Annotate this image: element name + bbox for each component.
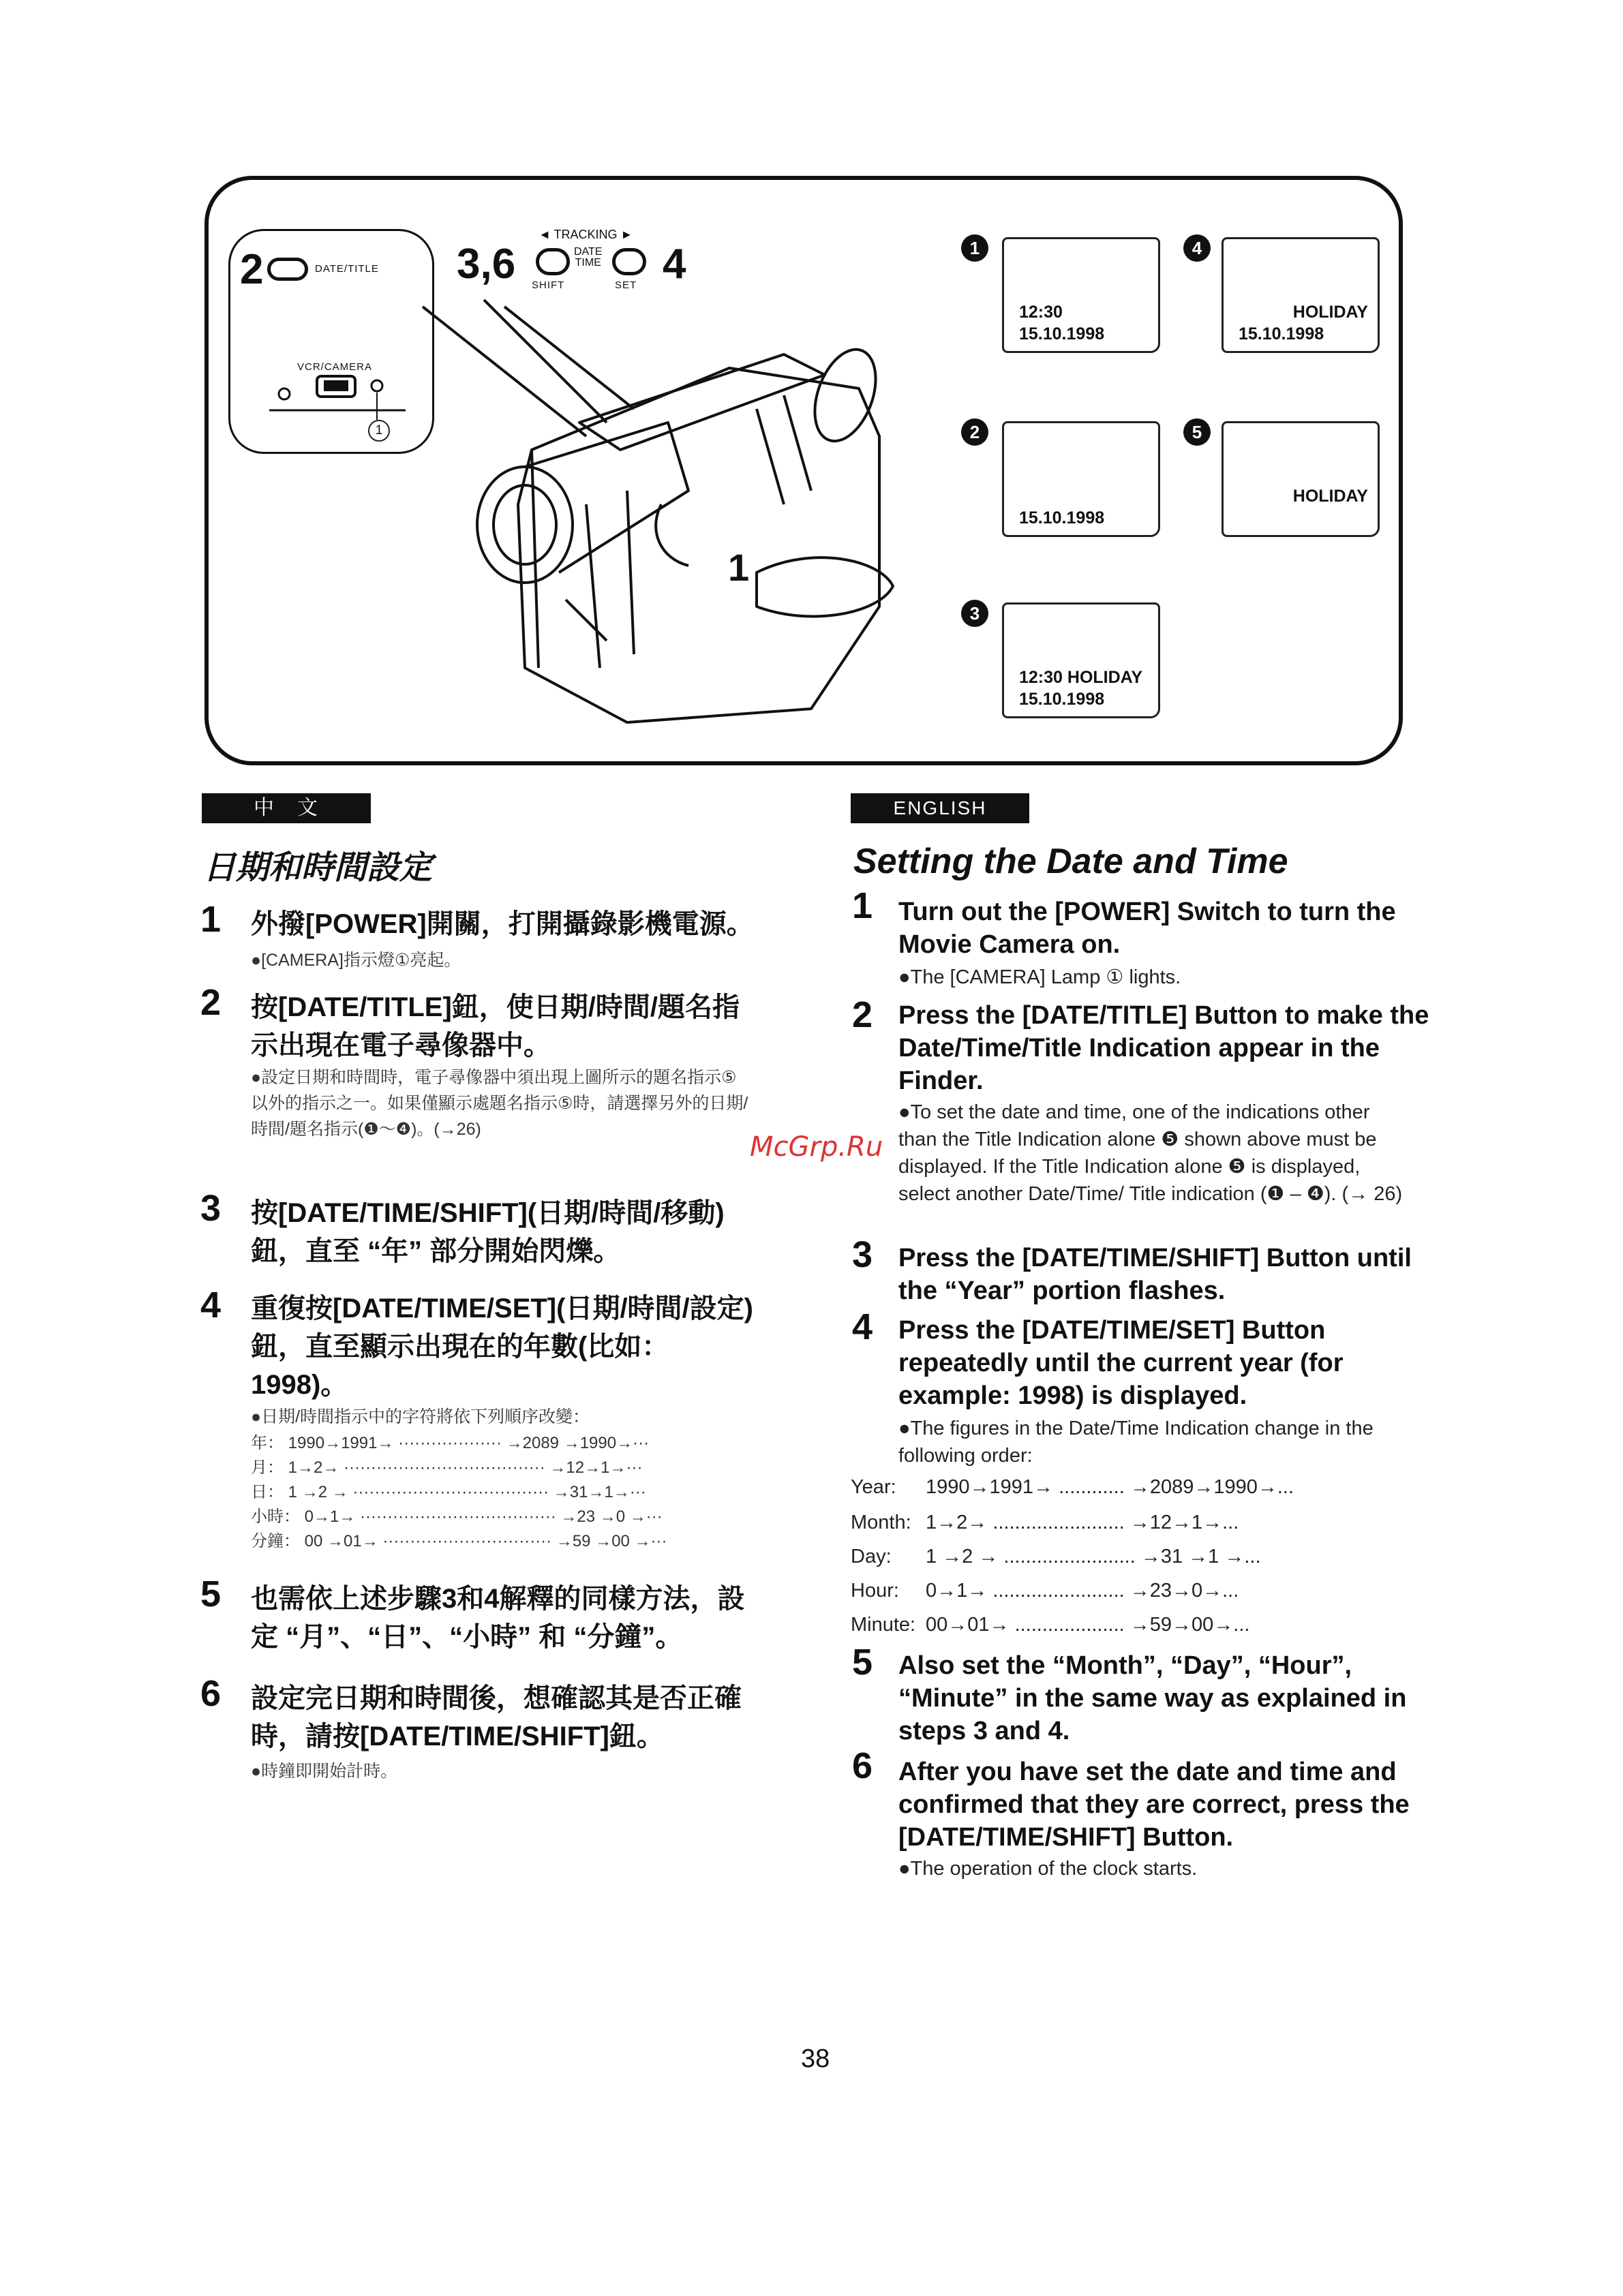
zh-sequence-minute: 分鐘： 00 →01→ ······························· →59 →00 →··· — [251, 1532, 667, 1550]
en-sequence-year: Year: 1990→1991→ ............ →2089→1990→... — [851, 1476, 1294, 1498]
zh-step-note-4: ●日期/時間指示中的字符將依下列順序改變： — [251, 1407, 590, 1426]
callout-step-2: 2 — [240, 246, 264, 293]
en-sequence-minute: Minute: 00→01→ .................... →59→00→... — [851, 1614, 1250, 1636]
date-title-button-icon — [267, 258, 308, 284]
zh-step-num-2: 2 — [200, 982, 222, 1023]
finder-screen-3 — [1002, 602, 1160, 718]
zh-step-text-4: 重復按[DATE/TIME/SET](日期/時間/設定)鈕，直至顯示出現在的年數(比如：1998)。 — [251, 1294, 753, 1400]
screen-date: 15.10.1998 — [1019, 690, 1105, 709]
chinese-section-badge: 中 文 — [202, 793, 371, 823]
screen-date: 15.10.1998 — [1239, 324, 1324, 343]
screen-date: 15.10.1998 — [1019, 508, 1105, 527]
finder-screen-4 — [1222, 237, 1380, 353]
zh-sequence-year: 年： 1990→1991→ ··················· →2089 →1990→··· — [251, 1434, 650, 1452]
en-step-text-2: Press the [DATE/TITLE] Button to make the Date/Time/Title Indication appear in the Finder. — [898, 1001, 1429, 1095]
callout-steps-36: 3,6 — [457, 241, 516, 288]
chinese-title: 日期和時間設定 — [203, 850, 433, 886]
zh-step-text-2: 按[DATE/TITLE]鈕，使日期/時間/題名指示出現在電子尋像器中。 — [251, 992, 740, 1060]
finder-screen-1 — [1002, 237, 1160, 353]
en-step-text-3: Press the [DATE/TIME/SHIFT] Button until the “Year” portion flashes. — [898, 1244, 1412, 1305]
en-step-note-2: ●To set the date and time, one of the indications other than the Title Indication alone ❺ shown above must be displayed. If the Title Indication alone ❺ is displayed, select another Date/Time/ Title indication (❶ – ❹). (→ 26) — [898, 1101, 1403, 1205]
screen-marker-3: 3 — [961, 600, 988, 627]
screen-marker-4: 4 — [1183, 234, 1211, 262]
tracking-label: ◄ TRACKING ► — [539, 228, 633, 241]
date-time-set-button-icon — [612, 248, 646, 279]
en-step-num-4: 4 — [852, 1306, 873, 1347]
date-time-shift-button-icon — [536, 248, 570, 279]
zh-step-num-5: 5 — [200, 1574, 222, 1614]
zh-step-text-1: 外撥[POWER]開關，打開攝錄影機電源。 — [251, 909, 754, 939]
vcr-camera-label: VCR/CAMERA — [297, 361, 373, 373]
watermark: McGrp.Ru — [750, 1131, 883, 1163]
camcorder-illustration — [402, 286, 920, 750]
screen-marker-1: 1 — [961, 234, 988, 262]
en-step-num-5: 5 — [852, 1642, 873, 1683]
zh-step-text-5: 也需依上述步驟3和4解釋的同樣方法，設定 “月”、“日”、“小時” 和 “分鐘”。 — [251, 1584, 745, 1652]
english-section-badge: ENGLISH — [851, 793, 1029, 823]
zh-sequence-day: 日： 1 →2 → ···································· →31→1→··· — [251, 1483, 646, 1501]
en-step-note-4: ●The figures in the Date/Time Indication change in the following order: — [898, 1418, 1374, 1467]
zh-sequence-hour: 小時： 0→1→ ···································· →23 →0 →··· — [251, 1507, 663, 1526]
zh-step-note-6: ●時鐘即開始計時。 — [251, 1762, 398, 1781]
screen-time: 12:30 — [1019, 303, 1063, 322]
zh-step-num-1: 1 — [200, 899, 222, 940]
lamp-callout-ref: 1 — [368, 420, 390, 442]
zh-step-text-6: 設定完日期和時間後，想確認其是否正確時，請按[DATE/TIME/SHIFT]鈕。 — [251, 1683, 742, 1751]
zh-step-text-3: 按[DATE/TIME/SHIFT](日期/時間/移動)鈕，直至 “年” 部分開始閃爍。 — [251, 1198, 725, 1266]
en-step-num-2: 2 — [852, 994, 873, 1035]
en-step-num-3: 3 — [852, 1234, 873, 1275]
date-title-label: DATE/TITLE — [315, 263, 379, 275]
en-sequence-month: Month: 1→2→ ........................ →12→1→... — [851, 1512, 1239, 1533]
page-number: 38 — [801, 2045, 830, 2073]
screen-marker-2: 2 — [961, 418, 988, 446]
zh-step-note-1: ●[CAMERA]指示燈①亮起。 — [251, 951, 461, 970]
en-step-text-5: Also set the “Month”, “Day”, “Hour”, “Minute” in the same way as explained in steps 3 and 4. — [898, 1651, 1407, 1745]
en-step-text-1: Turn out the [POWER] Switch to turn the Movie Camera on. — [898, 898, 1396, 959]
finder-screen-5 — [1222, 421, 1380, 537]
screen-title: HOLIDAY — [1292, 303, 1368, 322]
screen-marker-5: 5 — [1183, 418, 1211, 446]
en-step-text-4: Press the [DATE/TIME/SET] Button repeatedly until the current year (for example: 1998) is displayed. — [898, 1316, 1344, 1410]
date-time-label: DATE TIME — [574, 246, 603, 269]
zh-sequence-month: 月： 1→2→ ····································· →12→1→··· — [251, 1458, 643, 1477]
zh-step-num-6: 6 — [200, 1673, 222, 1714]
screen-title: HOLIDAY — [1292, 487, 1368, 506]
english-title: Setting the Date and Time — [853, 842, 1288, 881]
screen-date: 15.10.1998 — [1019, 324, 1105, 343]
set-label: SET — [615, 279, 637, 291]
finder-screen-2 — [1002, 421, 1160, 537]
en-step-num-6: 6 — [852, 1745, 873, 1786]
callout-step-1: 1 — [728, 546, 750, 589]
screen-time-title: 12:30 HOLIDAY — [1019, 668, 1143, 687]
zh-step-num-4: 4 — [200, 1285, 222, 1326]
en-step-note-1: ●The [CAMERA] Lamp ① lights. — [898, 966, 1181, 988]
zh-step-note-2: ●設定日期和時間時，電子尋像器中須出現上圖所示的題名指示⑤以外的指示之一。如果僅顯示處題名指示⑤時，請選擇另外的日期/時間/題名指示(❶～❹)。(→26) — [251, 1068, 748, 1139]
en-step-text-6: After you have set the date and time and confirmed that they are correct, press the [DATE/TIME/SHIFT] Button. — [898, 1758, 1410, 1852]
en-sequence-hour: Hour: 0→1→ ........................ →23→0→... — [851, 1580, 1239, 1602]
en-sequence-day: Day: 1 →2 → ........................ →31 →1 →... — [851, 1546, 1261, 1567]
callout-step-4: 4 — [663, 241, 686, 288]
en-step-num-1: 1 — [852, 885, 873, 926]
zh-step-num-3: 3 — [200, 1188, 222, 1229]
en-step-note-6: ●The operation of the clock starts. — [898, 1858, 1198, 1880]
shift-label: SHIFT — [532, 279, 565, 291]
